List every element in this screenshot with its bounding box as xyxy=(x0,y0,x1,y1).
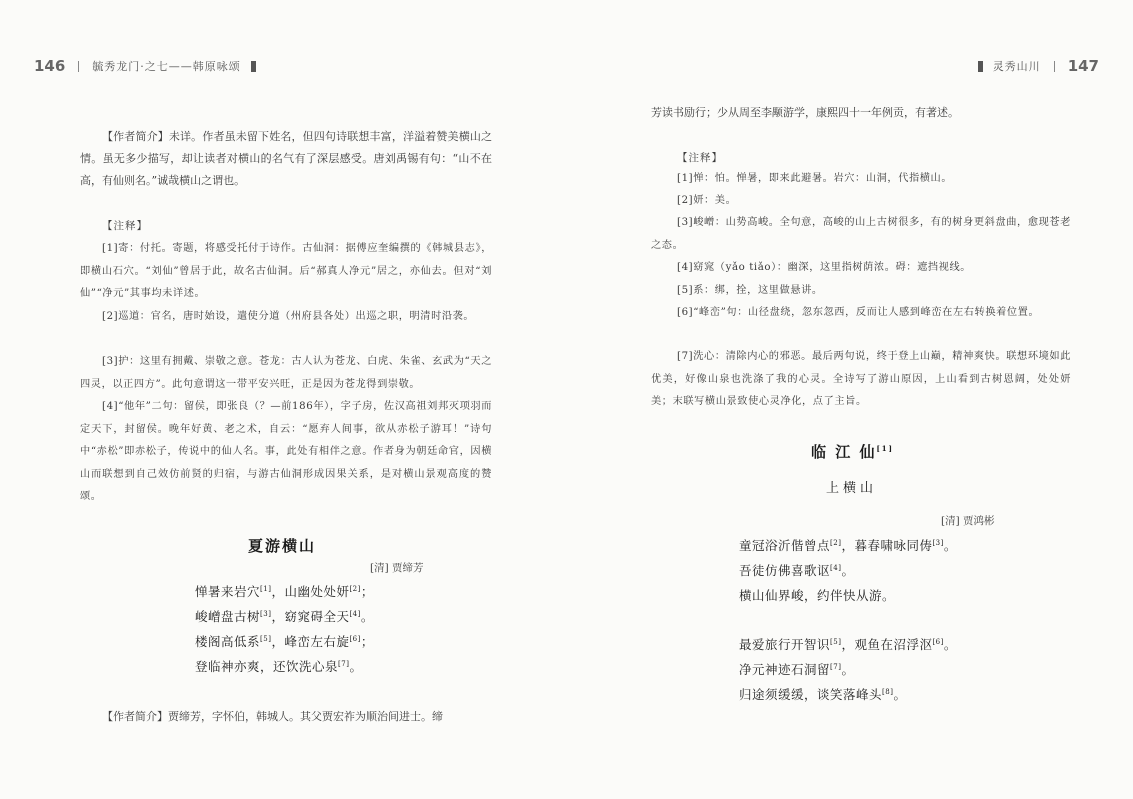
author-intro: 【作者简介】贾缔芳，字怀伯，韩城人。其父贾宏祚为顺治间进士。缔 xyxy=(102,710,443,723)
poem-line: 归途须缓缓，谈笑落峰头[8]。 xyxy=(739,687,907,702)
poem-line: 吾徒仿佛喜歌讴[4]。 xyxy=(739,563,855,578)
note-item: [3]护：这里有拥戴、崇敬之意。苍龙：古人认为苍龙、白虎、朱雀、玄武为“天之四灵，以正四方”。此句意谓这一带平安兴旺，正是因为苍龙得到崇敬。 xyxy=(80,356,492,390)
notes-heading: 【注释】 xyxy=(102,220,148,232)
note-item: [1]惮：怕。惮暑，即来此避暑。岩穴：山洞，代指横山。 xyxy=(677,173,953,184)
page-number-left: 146 xyxy=(34,57,66,75)
running-title-right: 灵秀山川 xyxy=(992,60,1041,73)
note-item: [6]“峰峦”句：山径盘绕，忽东忽西，反而让人感到峰峦在左右转换着位置。 xyxy=(677,307,1040,318)
poem-author: [清] 贾鸿彬 xyxy=(941,515,995,527)
notes-heading: 【注释】 xyxy=(677,152,723,164)
continued-text: 芳读书励行；少从周至李颙游学，康熙四十一年例贡，有著述。 xyxy=(651,106,959,119)
poem-line: 登临神亦爽，还饮洗心泉[7]。 xyxy=(195,659,363,674)
note-item: [2]巡道：官名，唐时始设，遣使分道（州府县各处）出巡之职，明清时沿袭。 xyxy=(102,311,475,322)
poem-line: 惮暑来岩穴[1]，山幽处处妍[2]； xyxy=(195,584,374,599)
poem-line: 横山仙界峻，约伴快从游。 xyxy=(739,588,896,603)
poem-author: [清] 贾缔芳 xyxy=(370,562,424,574)
note-item: [5]系：绑，拴，这里做悬讲。 xyxy=(677,285,823,296)
note-item: [4]窈窕（yǎo tiǎo）：幽深，这里指树荫浓。碍：遮挡视线。 xyxy=(677,262,972,273)
note-item: [7]洗心：清除内心的邪恶。最后两句说，终于登上山巅，精神爽快。联想环境如此优美，好像山泉也洗涤了我的心灵。全诗写了游山原因，上山看到古树恩阔，处处妍美；末联写横山景致使心灵净化，点了主旨。 xyxy=(651,351,1071,407)
poem-line: 峻嶒盘古树[3]，窈窕碍全天[4]。 xyxy=(195,609,374,624)
poem-line: 净元神迹石洞留[7]。 xyxy=(739,662,855,677)
running-title-left: 毓秀龙门·之七——韩原咏颂 xyxy=(92,60,241,73)
poem-title: 夏游横山 xyxy=(248,537,317,555)
poem-title: 临 江 仙[1] xyxy=(811,443,894,461)
author-intro: 【作者简介】未详。作者虽未留下姓名，但四句诗联想丰富，洋溢着赞美横山之情。虽无多少描写，却让读者对横山的名气有了深层感受。唐刘禹锡有句：“山不在高，有仙则名。”诚哉横山之谓也。 xyxy=(80,130,492,187)
note-item: [3]峻嶒：山势高峻。全句意，高峻的山上古树很多，有的树身更斜盘曲，愈现苍老之态。 xyxy=(651,217,1071,251)
poem-line: 童冠浴沂偕曾点[2]，暮春啸咏同俦[3]。 xyxy=(739,538,957,553)
left-page xyxy=(80,0,492,799)
poem-line: 最爱旅行开智识[5]，观鱼在沼浮沤[6]。 xyxy=(739,637,957,652)
right-page xyxy=(651,0,1071,799)
poem-subtitle: 上横山 xyxy=(826,481,878,496)
page-number-right: 147 xyxy=(1067,57,1099,75)
poem-line: 楼阁高低系[5]，峰峦左右旋[6]； xyxy=(195,634,374,649)
note-item: [1]寄：付托。寄题，将感受托付于诗作。古仙洞：据傅应奎编撰的《韩城县志》，即横山石穴。“刘仙”曾居于此，故名古仙洞。后“郝真人净元”居之，亦仙去。但对“刘仙”“净元”其事均未详述。 xyxy=(80,243,492,299)
note-item: [4]“他年”二句：留侯，即张良（？—前186年），字子房，佐汉高祖刘邦灭项羽而定天下，封留侯。晚年好黄、老之术，自云：“愿弃人间事，欲从赤松子游耳！”诗句中“赤松”即赤松子，传说中的仙人名。事，此处有相伴之意。作者身为朝廷命官，因横山而联想到自己效仿前贤的归宿，与游古仙洞形成因果关系，是对横山景观高度的赞颂。 xyxy=(80,401,492,502)
note-item: [2]妍：美。 xyxy=(677,195,737,206)
